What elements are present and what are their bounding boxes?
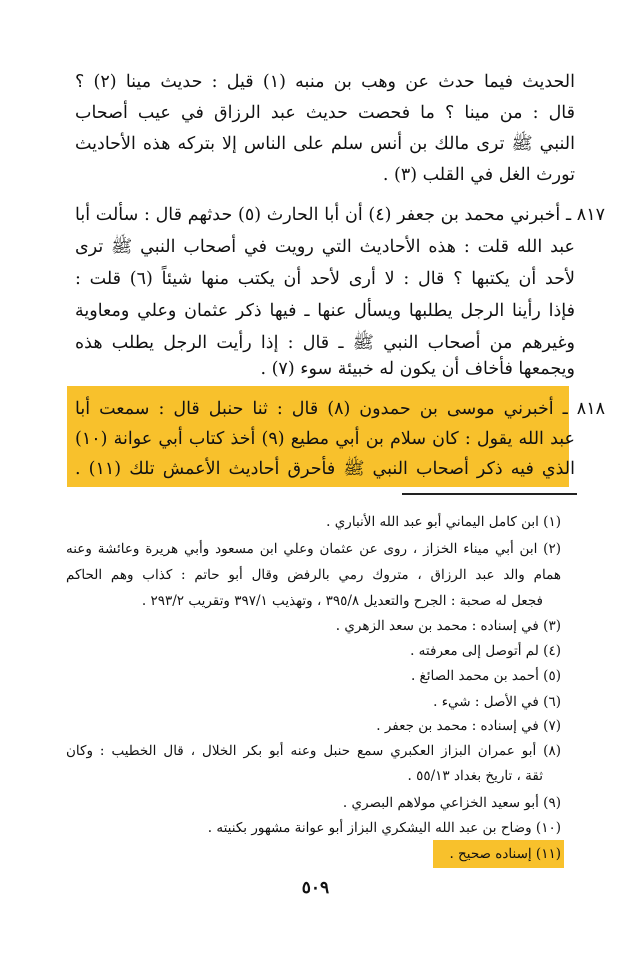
footnote-2-cont: فجعل له صحبة : الجرح والتعديل ٣٩٥/٨ ، وتهذيب ٣٩٧/١ وتقريب ٢٩٣/٢ . [141, 593, 543, 609]
page-number: ٥٠٩ [301, 878, 330, 898]
footnote-6: (٦) في الأصل : شيء . [433, 694, 561, 710]
text-line: النبي ﷺ ترى مالك بن أنس سلم على الناس إلا بتركه هذه الأحاديث [75, 134, 575, 154]
text-line: تورث الغل في القلب (٣) . [382, 165, 575, 185]
footnote-1: (١) ابن كامل اليماني أبو عبد الله الأنباري . [326, 514, 561, 530]
footnote-2: (٢) ابن أبي ميناء الخزاز ، روى عن عثمان وعلي ابن مسعود وأبي هريرة وعائشة وعنه [66, 541, 561, 557]
text-line: فإذا رأينا الرجل يطلبها ويسأل عنها ـ فيها ذكر عثمان وعلي ومعاوية [75, 301, 575, 321]
footnote-8: (٨) أبو عمران البزاز العكبري سمع حنبل وعنه أبو بكر الخلال ، قال الخطيب : وكان [66, 743, 561, 759]
footnote-3: (٣) في إسناده : محمد بن سعد الزهري . [335, 618, 561, 634]
text-line: ويجمعها فأخاف أن يكون له خبيئة سوء (٧) . [260, 359, 575, 379]
text-line: لأحد أن يكتبها ؟ قال : لا أرى لأحد أن يكتب منها شيئاً (٦) قلت : [75, 269, 575, 289]
footnote-separator [402, 493, 577, 495]
text-line: عبد الله قلت : هذه الأحاديث التي رويت في أصحاب النبي ﷺ ترى [75, 237, 575, 257]
footnote-8-cont: ثقة ، تاريخ بغداد ٥٥/١٣ . [407, 768, 543, 784]
text-line: الحديث فيما حدث عن وهب بن منبه (١) قيل : حديث مينا (٢) ؟ [75, 72, 575, 92]
hadith-818-first-line: ٨١٨ ـ أخبرني موسى بن حمدون (٨) قال : ثنا حنبل قال : سمعت أبا [75, 399, 605, 419]
text-line: الذي فيه ذكر أصحاب النبي ﷺ فأحرق أحاديث الأعمش تلك (١١) . [75, 459, 575, 479]
footnote-11: (١١) إسناده صحيح . [449, 846, 561, 862]
text-line: عبد الله يقول : كان سلام بن أبي مطيع (٩) أخذ كتاب أبي عوانة (١٠) [75, 429, 575, 449]
text-line: قال : من مينا ؟ ما فحصت حديث عبد الرزاق في عيب أصحاب [75, 103, 575, 123]
footnote-7: (٧) في إسناده : محمد بن جعفر . [376, 718, 561, 734]
footnote-5: (٥) أحمد بن محمد الصائغ . [410, 668, 561, 684]
hadith-817-first-line: ٨١٧ ـ أخبرني محمد بن جعفر (٤) أن أبا الحارث (٥) حدثهم قال : سألت أبا [75, 205, 605, 225]
footnote-9: (٩) أبو سعيد الخزاعي مولاهم البصري . [342, 795, 561, 811]
footnote-10: (١٠) وضاح بن عبد الله اليشكري البزاز أبو عوانة مشهور بكنيته . [207, 820, 561, 836]
text-line: وغيرهم من أصحاب النبي ﷺ ـ قال : إذا رأيت الرجل يطلب هذه [75, 333, 575, 353]
footnote-4: (٤) لم أتوصل إلى معرفته . [410, 643, 561, 659]
footnote-2-cont: همام والد عبد الرزاق ، متروك رمي بالرفض وقال أبو حاتم : كذاب وهم الحاكم [66, 567, 561, 583]
